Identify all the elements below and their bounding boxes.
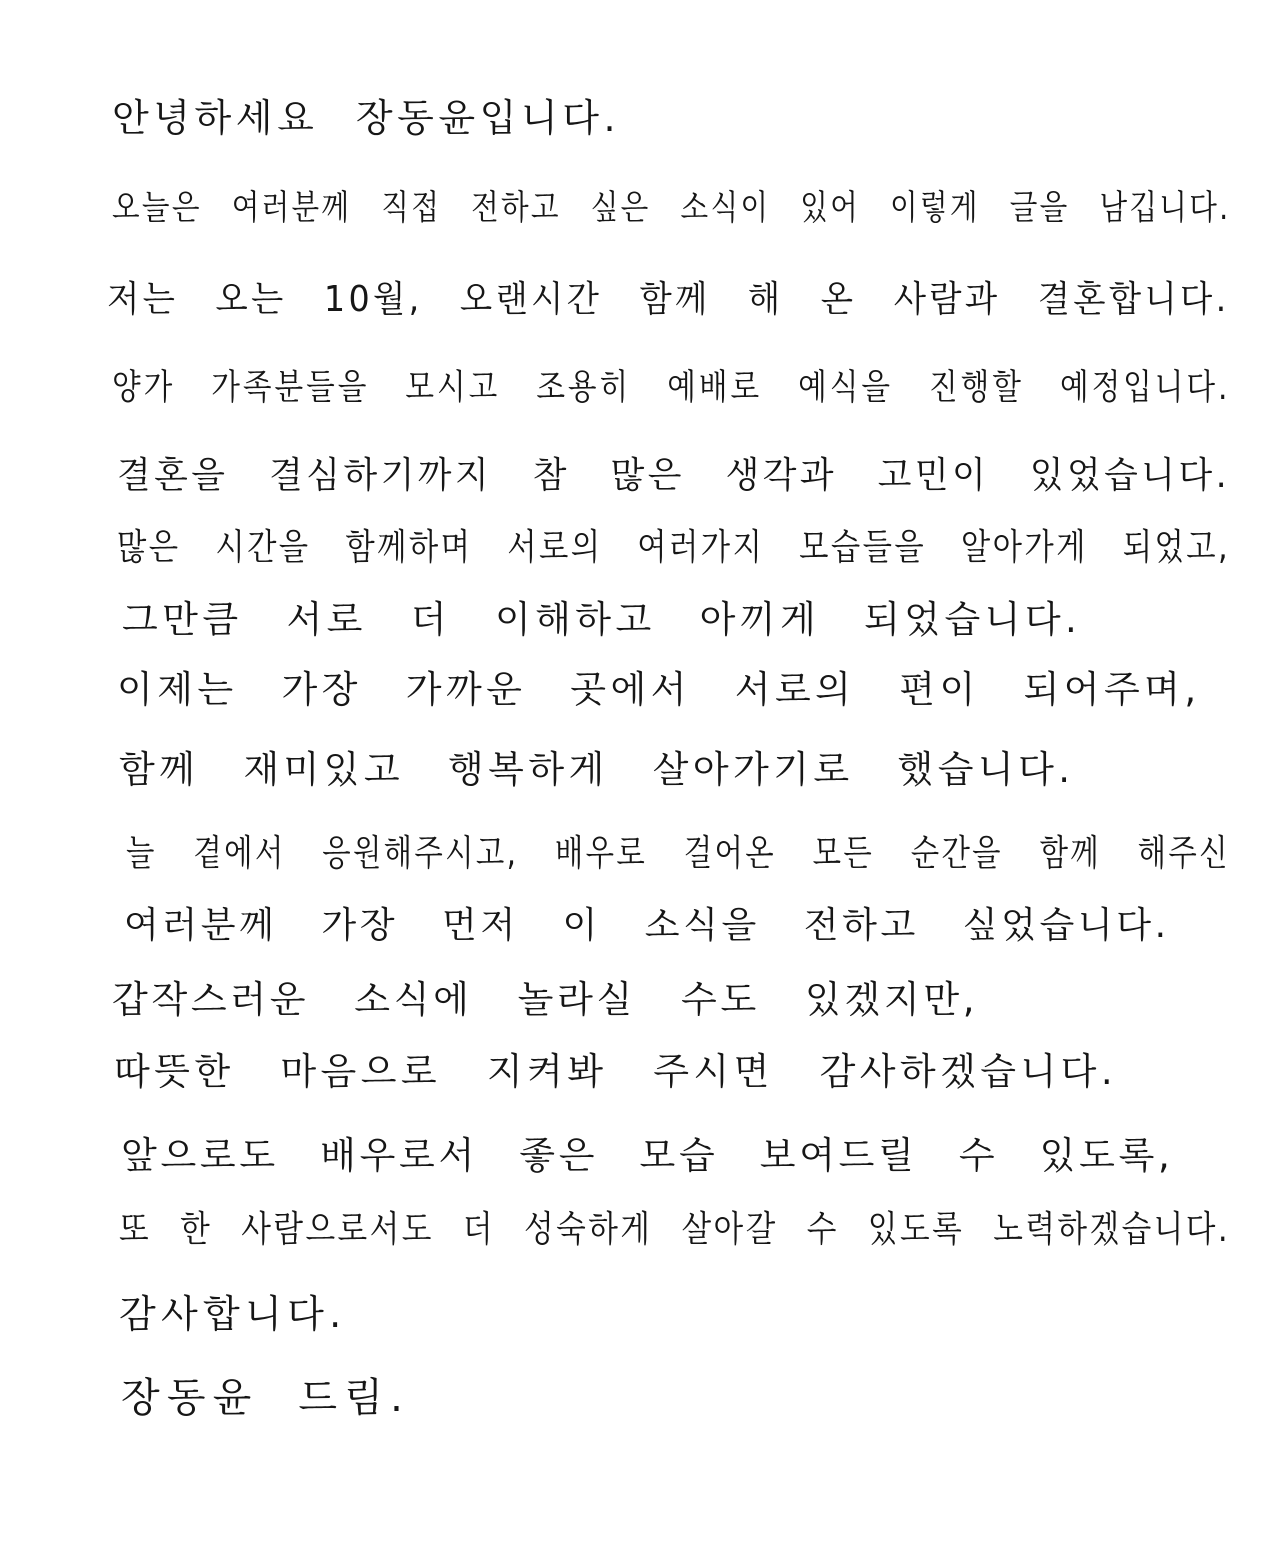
letter-line-5: 많은 시간을 함께하며 서로의 여러가지 모습들을 알아가게 되었고, [117, 527, 1231, 568]
letter-line-7: 이제는 가장 가까운 곳에서 서로의 편이 되어주며, [117, 668, 1201, 711]
letter-line-3: 양가 가족분들을 모시고 조용히 예배로 예식을 진행할 예정입니다. [112, 368, 1231, 408]
letter-line-6: 그만큼 서로 더 이해하고 아끼게 되었습니다. [122, 598, 1082, 641]
letter-line-4: 결혼을 결심하기까지 참 많은 생각과 고민이 있었습니다. [117, 455, 1231, 496]
letter-line-10: 여러분께 가장 먼저 이 소식을 전하고 싶었습니다. [124, 905, 1170, 946]
letter-line-8: 함께 재미있고 행복하게 살아가기로 했습니다. [119, 748, 1075, 791]
letter-line-9: 늘 곁에서 응원해주시고, 배우로 걸어온 모든 순간을 함께 해주신 [126, 833, 1230, 874]
letter-line-1: 오늘은 여러분께 직접 전하고 싶은 소식이 있어 이렇게 글을 남깁니다. [112, 188, 1231, 228]
letter-line-2: 저는 오는 10월, 오랜시간 함께 해 온 사람과 결혼합니다. [107, 279, 1230, 320]
letter-line-14: 또 한 사람으로서도 더 성숙하게 살아갈 수 있도록 노력하겠습니다. [119, 1209, 1231, 1250]
signature-line: 장동윤 드림. [121, 1375, 411, 1421]
letter-line-11: 갑작스러운 소식에 놀라실 수도 있겠지만, [112, 978, 979, 1021]
letter-line-13: 앞으로도 배우로서 좋은 모습 보여드릴 수 있도록, [121, 1134, 1174, 1177]
closing-thanks: 감사합니다. [119, 1292, 347, 1336]
greeting-line: 안녕하세요 장동윤입니다. [112, 96, 621, 140]
letter-line-12: 따뜻한 마음으로 지켜봐 주시면 감사하겠습니다. [114, 1050, 1118, 1093]
